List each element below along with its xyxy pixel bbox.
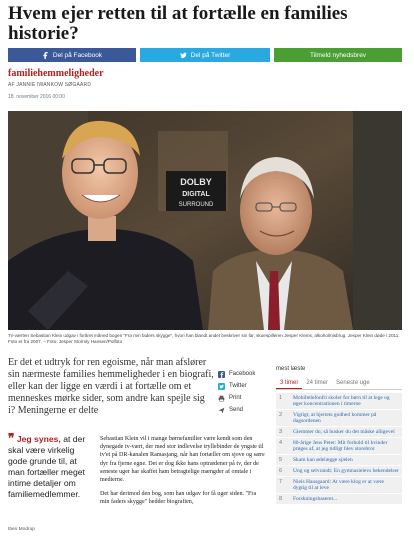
list-item-link[interactable]: Forskningsbaseret... [293, 496, 338, 502]
list-item-number: 3 [279, 429, 283, 435]
pull-quote-text: at der skal være virkelig gode grunde til, at man fortæller meget intime detaljer om familiemedlemmer. [8, 434, 86, 499]
side-share-twitter[interactable] [218, 380, 268, 392]
list-item-link[interactable]: 80-årige Jens Peter: Mit forhold til kvinder prøges af, at jeg tidligt blev storebror [293, 440, 388, 452]
list-item-number: 5 [279, 457, 283, 463]
list-item[interactable] [276, 494, 402, 505]
share-twitter-label: Del på Twitter [190, 51, 231, 59]
facebook-icon [42, 52, 49, 59]
most-read-list [276, 393, 402, 505]
list-item-link[interactable]: Glemmer du, så husker du det måske alligevel [293, 429, 395, 435]
list-item-number: 2 [279, 412, 283, 418]
list-item[interactable] [276, 427, 402, 438]
list-item-number: 8 [279, 496, 283, 502]
list-item[interactable] [276, 410, 402, 427]
print-icon [218, 395, 225, 402]
list-item-link[interactable]: Skam kan ødelægge sjælen [293, 457, 353, 463]
article-date: 18. november 2016 00:00 [8, 94, 65, 100]
side-share-facebook-label: Facebook [229, 371, 256, 377]
list-item-number: 7 [279, 479, 283, 485]
article-kicker: familiehemmeligheder [8, 68, 104, 79]
article-photo [8, 111, 402, 330]
share-facebook-button[interactable] [8, 48, 136, 62]
list-item-number: 6 [279, 468, 283, 474]
side-share-panel [218, 368, 268, 416]
newsletter-signup-button[interactable] [274, 48, 402, 62]
share-twitter-button[interactable] [140, 48, 270, 62]
pull-quote-lead: Jeg synes, [16, 434, 61, 444]
twitter-icon [218, 383, 225, 390]
side-print-label: Print [229, 395, 242, 401]
side-share-facebook[interactable] [218, 368, 268, 380]
list-item[interactable] [276, 438, 402, 455]
side-send-label: Send [229, 407, 244, 413]
tab-seneste-uge[interactable]: Seneste uge [336, 380, 370, 386]
most-read-title: mest læste [276, 366, 306, 372]
quote-mark-icon: ❞ [8, 431, 15, 445]
article-body [100, 435, 266, 513]
side-share-twitter-label: Twitter [229, 383, 247, 389]
list-item-link[interactable]: Mobiltelefonfri skoler for børn til at lege og øger koncentrationen i timerne [293, 395, 390, 407]
list-item-number: 1 [279, 395, 283, 401]
list-item[interactable] [276, 477, 402, 494]
side-print-button[interactable] [218, 392, 268, 404]
send-icon [218, 407, 225, 414]
article-headline: Hvem ejer retten til at fortælle en families historie? [8, 3, 348, 44]
list-item[interactable] [276, 466, 402, 477]
share-bar [8, 48, 402, 62]
list-item-link[interactable]: Vigtigt, at hjertets godhed kommer på dagsordenen [293, 412, 377, 424]
photo-caption: Tv-værten Sebastian Klein udgav i foråret måned bogen "Fra min faders skygge", hvori han blandt andet beskriver sin far, skuespilleren Jesper Kleins, alkoholmisbrug. Jesper Klein døde i 2011. Foto er fra 2007. – Foto: Jesper Stormly Hansen/Polfoto [8, 333, 400, 344]
list-item[interactable] [276, 393, 402, 410]
body-paragraph: Det har derimod den bog, som han udgav for få uger siden. "Fra min faders skygge" hedder biografien, [100, 491, 257, 506]
photo-sign-line1: DOLBY [180, 177, 212, 187]
facebook-icon [218, 371, 225, 378]
article-byline[interactable]: AF JANNIE IWANKOW SØGAARD [8, 82, 92, 88]
body-paragraph: Sebastian Klein vil i mange børnefamilier være kendt som den dynegade tv-vært, der med stor indlevelse tryllebinder de yngste til tv'et på DR-kanalen Ramasjang, når han fortæller om sjove og sære dyr fra fjerne egne. Det er dog ikke hans optrædener på tv, der de seneste uger har skaffet ham betragtelige mængder af omtale i medierne. [100, 436, 265, 484]
most-read-tabs [276, 378, 402, 390]
list-item-link[interactable]: Ung og selvrandt: En gymnasielevs bekendelser [293, 468, 399, 474]
list-item-number: 4 [279, 440, 283, 446]
pull-quote [8, 433, 90, 500]
pull-quote-source: Iben Modrup [8, 527, 35, 532]
side-send-button[interactable] [218, 404, 268, 416]
tab-24-timer[interactable]: 24 timer [306, 380, 329, 386]
photo-sign-line3: SURROUND [178, 202, 214, 208]
article-lead: Er det et udtryk for ren egoisme, når man afslører sin nærmeste families hemmeligheder i en biografi, eller kan der ligge en værdi i at fortælle om et menneskes mørke sider, som andre kan spejle sig i? Meningerne er delte [8, 357, 214, 416]
newsletter-signup-label: Tilmeld nyhedsbrev [309, 51, 367, 59]
list-item-link[interactable]: Niels Hausgaard: At være klog er at være dygtig til at leve [293, 479, 384, 491]
photo-sign-line2: DIGITAL [182, 191, 210, 198]
tab-3-timer[interactable]: 3 timer [276, 378, 302, 389]
most-read-panel [276, 366, 402, 505]
share-facebook-label: Del på Facebook [52, 51, 103, 59]
list-item[interactable] [276, 455, 402, 466]
twitter-icon [180, 52, 187, 59]
article-photo-image [8, 111, 402, 330]
